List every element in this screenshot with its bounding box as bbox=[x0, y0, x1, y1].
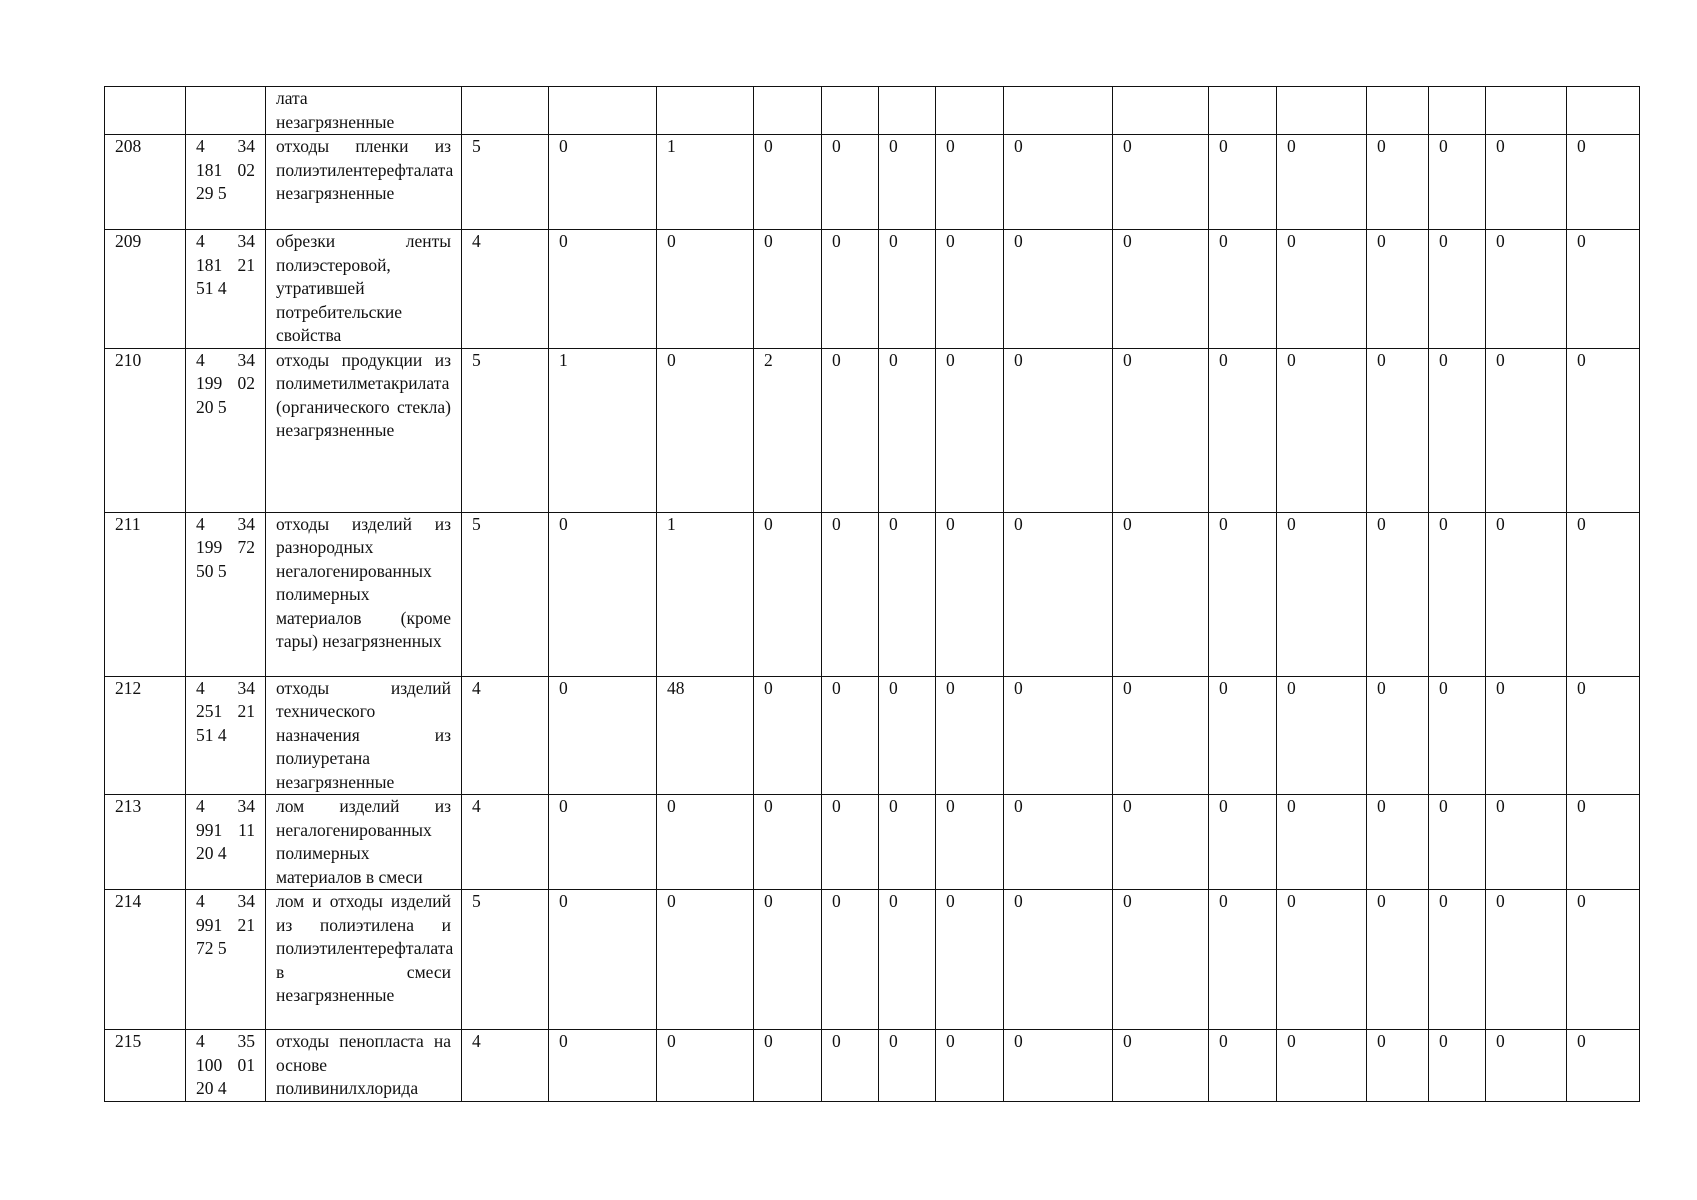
value-cell: 0 bbox=[549, 135, 657, 230]
row-number-cell: 212 bbox=[105, 676, 186, 795]
value-cell: 0 bbox=[1486, 795, 1567, 890]
value-cell bbox=[1429, 87, 1486, 135]
waste-code-line: 4 34 bbox=[196, 891, 255, 911]
waste-code-line: 181 21 bbox=[196, 254, 255, 275]
waste-code-cell bbox=[186, 676, 266, 795]
waste-code-line: 72 5 bbox=[196, 938, 227, 958]
value-cell: 0 bbox=[822, 890, 879, 1030]
value-cell: 0 bbox=[936, 230, 1004, 349]
value-cell bbox=[822, 87, 879, 135]
waste-name-cell: обрезки ленты полиэстеровой, утратившей потребительские свойства bbox=[266, 230, 462, 349]
waste-code-cell bbox=[186, 230, 266, 349]
value-cell: 0 bbox=[657, 890, 754, 1030]
value-cell: 48 bbox=[657, 676, 754, 795]
waste-code-line: 4 34 bbox=[196, 796, 255, 816]
value-cell: 0 bbox=[879, 135, 936, 230]
value-cell: 0 bbox=[1113, 512, 1209, 676]
table-row bbox=[105, 135, 1640, 230]
value-cell bbox=[879, 87, 936, 135]
value-cell: 0 bbox=[1567, 230, 1640, 349]
value-cell: 0 bbox=[1567, 795, 1640, 890]
value-cell: 0 bbox=[1367, 795, 1429, 890]
value-cell: 4 bbox=[462, 230, 549, 349]
value-cell: 0 bbox=[754, 230, 822, 349]
waste-code-cell bbox=[186, 87, 266, 135]
value-cell: 0 bbox=[1113, 230, 1209, 349]
row-number-cell: 208 bbox=[105, 135, 186, 230]
table-row bbox=[105, 795, 1640, 890]
value-cell: 0 bbox=[936, 890, 1004, 1030]
value-cell bbox=[936, 87, 1004, 135]
value-cell: 0 bbox=[822, 1030, 879, 1102]
value-cell: 0 bbox=[879, 230, 936, 349]
value-cell: 0 bbox=[1277, 676, 1367, 795]
value-cell: 1 bbox=[549, 348, 657, 512]
value-cell: 0 bbox=[549, 1030, 657, 1102]
value-cell: 0 bbox=[1486, 348, 1567, 512]
value-cell: 0 bbox=[1567, 348, 1640, 512]
value-cell: 0 bbox=[754, 512, 822, 676]
value-cell: 0 bbox=[1429, 348, 1486, 512]
table-row bbox=[105, 1030, 1640, 1102]
value-cell: 4 bbox=[462, 795, 549, 890]
waste-code-line: 4 34 bbox=[196, 349, 255, 370]
value-cell: 0 bbox=[1486, 135, 1567, 230]
value-cell: 0 bbox=[1486, 512, 1567, 676]
value-cell: 0 bbox=[1277, 230, 1367, 349]
value-cell: 1 bbox=[657, 512, 754, 676]
value-cell: 0 bbox=[936, 135, 1004, 230]
value-cell: 0 bbox=[549, 230, 657, 349]
value-cell: 0 bbox=[1429, 135, 1486, 230]
value-cell: 5 bbox=[462, 890, 549, 1030]
waste-data-table bbox=[104, 86, 1640, 1102]
value-cell bbox=[754, 87, 822, 135]
waste-name-cell: лом изделий из негалогенированных полимерных материалов в смеси bbox=[266, 795, 462, 890]
value-cell: 0 bbox=[754, 135, 822, 230]
value-cell: 0 bbox=[549, 890, 657, 1030]
value-cell: 0 bbox=[936, 676, 1004, 795]
value-cell bbox=[549, 87, 657, 135]
table-row bbox=[105, 230, 1640, 349]
waste-code-line: 51 4 bbox=[196, 724, 227, 745]
value-cell: 0 bbox=[1486, 676, 1567, 795]
value-cell: 0 bbox=[879, 795, 936, 890]
value-cell: 0 bbox=[754, 1030, 822, 1102]
waste-name-cell: отходы пенопласта на основе поливинилхлорида bbox=[266, 1030, 462, 1102]
table-body bbox=[105, 87, 1640, 1102]
value-cell: 0 bbox=[1567, 890, 1640, 1030]
value-cell: 0 bbox=[1367, 512, 1429, 676]
value-cell: 0 bbox=[1004, 230, 1113, 349]
waste-code-cell bbox=[186, 348, 266, 512]
table-row bbox=[105, 348, 1640, 512]
value-cell: 4 bbox=[462, 676, 549, 795]
waste-code-line: 251 21 bbox=[196, 701, 255, 721]
value-cell: 0 bbox=[1004, 890, 1113, 1030]
value-cell: 0 bbox=[657, 348, 754, 512]
value-cell bbox=[1113, 87, 1209, 135]
value-cell bbox=[1367, 87, 1429, 135]
value-cell: 0 bbox=[1113, 135, 1209, 230]
value-cell: 0 bbox=[1209, 512, 1277, 676]
value-cell: 0 bbox=[1429, 512, 1486, 676]
value-cell: 0 bbox=[1486, 890, 1567, 1030]
value-cell: 0 bbox=[822, 795, 879, 890]
value-cell: 2 bbox=[754, 348, 822, 512]
value-cell: 0 bbox=[1004, 795, 1113, 890]
value-cell: 0 bbox=[936, 795, 1004, 890]
value-cell: 0 bbox=[1567, 135, 1640, 230]
waste-code-line: 4 35 bbox=[196, 1031, 255, 1051]
value-cell: 0 bbox=[1486, 230, 1567, 349]
value-cell: 0 bbox=[879, 676, 936, 795]
value-cell bbox=[657, 87, 754, 135]
row-number-cell: 211 bbox=[105, 512, 186, 676]
value-cell: 0 bbox=[1004, 512, 1113, 676]
value-cell: 0 bbox=[549, 795, 657, 890]
row-number-cell: 210 bbox=[105, 348, 186, 512]
waste-name-cell: отходы изделий технического назначения из полиуретана незагрязненные bbox=[266, 676, 462, 795]
value-cell: 0 bbox=[549, 512, 657, 676]
value-cell: 0 bbox=[1004, 676, 1113, 795]
value-cell: 0 bbox=[1209, 890, 1277, 1030]
value-cell bbox=[1486, 87, 1567, 135]
value-cell: 5 bbox=[462, 512, 549, 676]
waste-code-line: 991 11 bbox=[196, 819, 255, 840]
value-cell: 0 bbox=[1429, 230, 1486, 349]
waste-code-line: 991 21 bbox=[196, 914, 255, 935]
value-cell: 0 bbox=[1113, 348, 1209, 512]
table-row bbox=[105, 890, 1640, 1030]
value-cell: 0 bbox=[1113, 795, 1209, 890]
waste-code-line: 4 34 bbox=[196, 231, 255, 251]
value-cell: 0 bbox=[657, 1030, 754, 1102]
value-cell: 0 bbox=[1277, 348, 1367, 512]
value-cell: 0 bbox=[879, 512, 936, 676]
waste-code-cell bbox=[186, 1030, 266, 1102]
value-cell: 0 bbox=[936, 1030, 1004, 1102]
value-cell: 0 bbox=[657, 795, 754, 890]
value-cell: 0 bbox=[879, 890, 936, 1030]
value-cell: 0 bbox=[822, 512, 879, 676]
waste-code-line: 20 4 bbox=[196, 843, 227, 863]
value-cell: 0 bbox=[1567, 1030, 1640, 1102]
waste-code-line: 4 34 bbox=[196, 677, 255, 698]
value-cell: 0 bbox=[1429, 1030, 1486, 1102]
row-number-cell: 215 bbox=[105, 1030, 186, 1102]
table-row bbox=[105, 512, 1640, 676]
value-cell: 0 bbox=[1277, 135, 1367, 230]
value-cell: 0 bbox=[822, 348, 879, 512]
row-number-cell: 214 bbox=[105, 890, 186, 1030]
waste-code-line: 199 02 bbox=[196, 373, 255, 393]
value-cell: 0 bbox=[1367, 676, 1429, 795]
waste-code-cell bbox=[186, 512, 266, 676]
waste-code-line: 51 4 bbox=[196, 278, 227, 298]
value-cell bbox=[1004, 87, 1113, 135]
waste-code-line: 199 72 bbox=[196, 537, 255, 557]
value-cell: 0 bbox=[1209, 135, 1277, 230]
waste-code-line: 4 34 bbox=[196, 136, 255, 156]
value-cell: 0 bbox=[936, 348, 1004, 512]
value-cell: 0 bbox=[754, 795, 822, 890]
value-cell: 0 bbox=[1004, 135, 1113, 230]
waste-code-line: 29 5 bbox=[196, 183, 227, 203]
table-row bbox=[105, 676, 1640, 795]
value-cell: 0 bbox=[1429, 795, 1486, 890]
waste-code-line: 20 4 bbox=[196, 1078, 227, 1098]
value-cell: 0 bbox=[1004, 1030, 1113, 1102]
waste-name-cell: отходы пленки из полиэтилентерефталата незагрязненные bbox=[266, 135, 462, 230]
value-cell: 0 bbox=[1277, 890, 1367, 1030]
value-cell bbox=[1209, 87, 1277, 135]
value-cell: 5 bbox=[462, 348, 549, 512]
waste-code-line: 100 01 bbox=[196, 1054, 255, 1075]
value-cell: 0 bbox=[1567, 676, 1640, 795]
value-cell: 0 bbox=[1004, 348, 1113, 512]
row-number-cell bbox=[105, 87, 186, 135]
waste-code-line: 20 5 bbox=[196, 396, 227, 417]
value-cell: 0 bbox=[1367, 1030, 1429, 1102]
value-cell: 0 bbox=[1113, 1030, 1209, 1102]
value-cell: 0 bbox=[1429, 890, 1486, 1030]
value-cell bbox=[462, 87, 549, 135]
value-cell bbox=[1567, 87, 1640, 135]
value-cell: 0 bbox=[1567, 512, 1640, 676]
value-cell: 5 bbox=[462, 135, 549, 230]
waste-name-cell: лата незагрязненные bbox=[266, 87, 462, 135]
value-cell: 0 bbox=[822, 676, 879, 795]
value-cell: 0 bbox=[1277, 795, 1367, 890]
value-cell: 0 bbox=[1367, 890, 1429, 1030]
value-cell: 0 bbox=[1209, 230, 1277, 349]
value-cell: 0 bbox=[936, 512, 1004, 676]
waste-code-cell bbox=[186, 135, 266, 230]
waste-code-line: 4 34 bbox=[196, 513, 255, 534]
value-cell: 0 bbox=[879, 1030, 936, 1102]
value-cell: 4 bbox=[462, 1030, 549, 1102]
value-cell: 0 bbox=[1209, 348, 1277, 512]
value-cell: 0 bbox=[822, 230, 879, 349]
value-cell: 0 bbox=[1209, 795, 1277, 890]
value-cell: 1 bbox=[657, 135, 754, 230]
waste-code-line: 181 02 bbox=[196, 159, 255, 180]
waste-name-cell: отходы изделий из разнородных негалогенированных полимерных материалов (кроме тары) незагрязненных bbox=[266, 512, 462, 676]
waste-code-cell bbox=[186, 795, 266, 890]
waste-name-cell: отходы продукции из полиметилметакрилата (органического стекла) незагрязненные bbox=[266, 348, 462, 512]
value-cell: 0 bbox=[657, 230, 754, 349]
value-cell: 0 bbox=[1486, 1030, 1567, 1102]
waste-code-cell bbox=[186, 890, 266, 1030]
value-cell: 0 bbox=[754, 676, 822, 795]
value-cell: 0 bbox=[1429, 676, 1486, 795]
row-number-cell: 209 bbox=[105, 230, 186, 349]
value-cell: 0 bbox=[549, 676, 657, 795]
value-cell: 0 bbox=[879, 348, 936, 512]
row-number-cell: 213 bbox=[105, 795, 186, 890]
value-cell: 0 bbox=[1277, 1030, 1367, 1102]
value-cell: 0 bbox=[1367, 348, 1429, 512]
value-cell: 0 bbox=[1209, 1030, 1277, 1102]
value-cell: 0 bbox=[1113, 676, 1209, 795]
value-cell: 0 bbox=[1367, 230, 1429, 349]
value-cell: 0 bbox=[1277, 512, 1367, 676]
value-cell: 0 bbox=[754, 890, 822, 1030]
value-cell: 0 bbox=[1209, 676, 1277, 795]
value-cell: 0 bbox=[822, 135, 879, 230]
value-cell: 0 bbox=[1113, 890, 1209, 1030]
waste-name-cell: лом и отходы изделий из полиэтилена и полиэтилентерефталата в смеси незагрязненные bbox=[266, 890, 462, 1030]
value-cell bbox=[1277, 87, 1367, 135]
table-row bbox=[105, 87, 1640, 135]
value-cell: 0 bbox=[1367, 135, 1429, 230]
waste-code-line: 50 5 bbox=[196, 560, 227, 581]
